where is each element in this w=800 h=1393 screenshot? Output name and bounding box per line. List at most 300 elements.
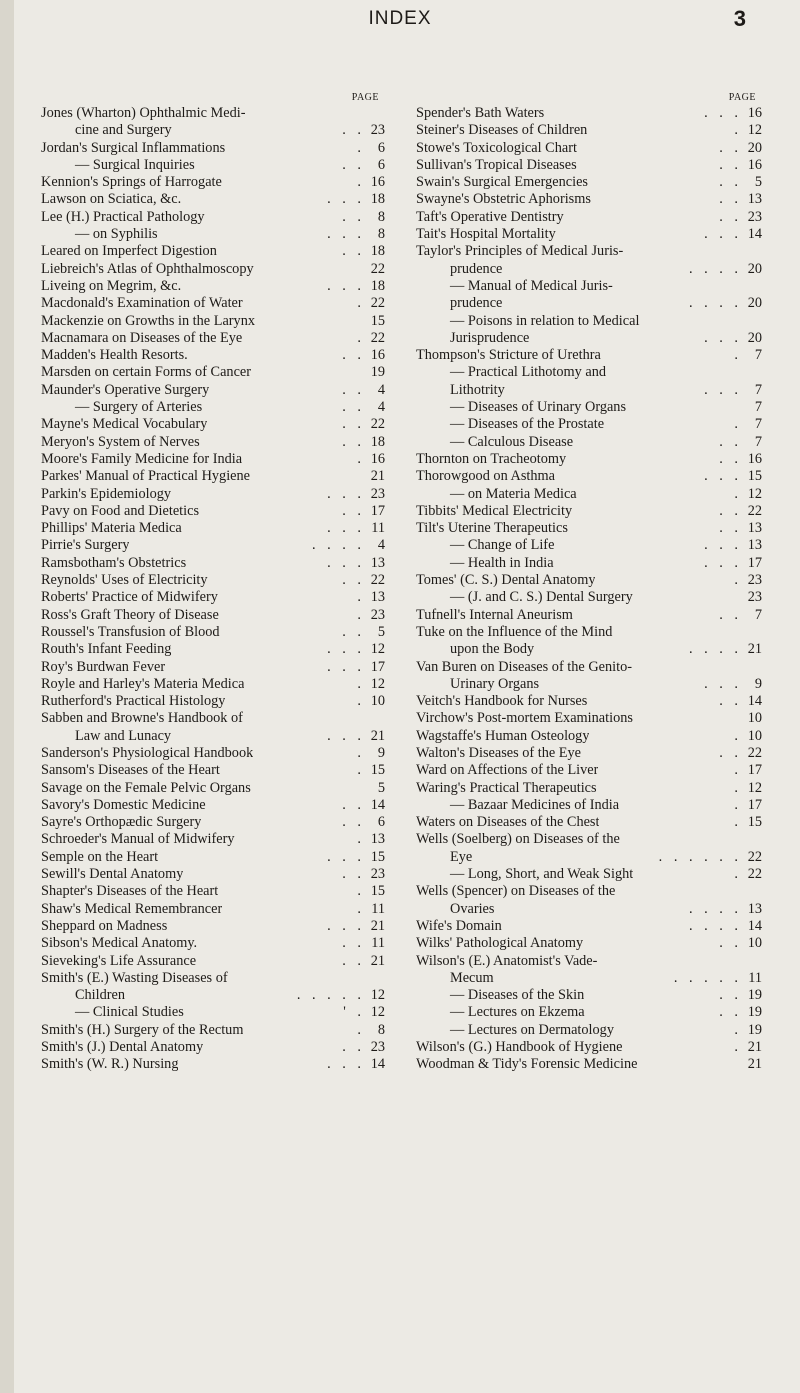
index-entry xyxy=(416,157,762,174)
dot-leader: . . xyxy=(342,243,365,260)
index-entry xyxy=(41,659,385,676)
page-title: INDEX xyxy=(368,8,432,29)
index-entry-page-number: 15 xyxy=(370,883,385,900)
index-entry-title: Reynolds' Uses of Electricity xyxy=(41,572,208,589)
dot-leader: . . xyxy=(719,693,742,710)
dot-leader: . xyxy=(357,329,365,346)
index-entry-page-number: 22 xyxy=(370,260,385,277)
index-entry-page-number: 21 xyxy=(370,727,385,744)
index-entry-title: — Change of Life xyxy=(450,537,555,554)
index-entry xyxy=(41,918,385,935)
index-entry-page-number: 13 xyxy=(747,191,762,208)
index-entry-page-number: 19 xyxy=(747,1021,762,1038)
index-entry-title: Schroeder's Manual of Midwifery xyxy=(41,831,235,848)
index-entry-page-number: 17 xyxy=(370,658,385,675)
index-entry-title: Sanderson's Physiological Handbook xyxy=(41,744,254,761)
index-entry-title: Wells (Soelberg) on Diseases of the xyxy=(416,831,620,848)
index-entry xyxy=(41,762,385,779)
index-entry xyxy=(416,295,762,312)
index-entry xyxy=(416,451,762,468)
index-entry-title: — Clinical Studies xyxy=(75,1004,184,1021)
index-entry xyxy=(416,918,762,935)
index-entry xyxy=(416,710,762,727)
index-entry-title: upon the Body xyxy=(450,641,535,658)
index-entry-title: Taylor's Principles of Medical Juris- xyxy=(416,243,624,260)
dot-leader: . xyxy=(357,450,365,467)
dot-leader: . xyxy=(357,139,365,156)
index-entry xyxy=(416,814,762,831)
index-entry-title: Thorowgood on Asthma xyxy=(416,468,555,485)
dot-leader: . . xyxy=(719,450,742,467)
index-entry xyxy=(41,122,385,139)
index-entry-page-number: 15 xyxy=(747,468,762,485)
index-entry-page-number: 16 xyxy=(747,105,762,121)
index-entry-page-number: 16 xyxy=(370,174,385,191)
index-entry xyxy=(41,728,385,745)
index-entry xyxy=(416,935,762,952)
dot-leader: . . xyxy=(342,623,365,640)
index-entry-page-number: 9 xyxy=(377,744,385,761)
index-entry-title: Wife's Domain xyxy=(416,917,502,934)
index-entry-page-number: 6 xyxy=(377,156,385,173)
dot-leader: . xyxy=(357,606,365,623)
index-entry-title: Wilks' Pathological Anatomy xyxy=(416,935,584,952)
index-entry-page-number: 5 xyxy=(377,779,385,796)
index-entry-page-number: 14 xyxy=(370,796,385,813)
index-entry xyxy=(416,105,762,122)
index-entry xyxy=(41,486,385,503)
index-entry xyxy=(416,191,762,208)
index-entry xyxy=(416,693,762,710)
dot-leader: . xyxy=(357,1021,365,1038)
dot-leader: . xyxy=(734,1039,742,1056)
index-entry-page-number: 19 xyxy=(747,1004,762,1021)
index-entry-page-number: 15 xyxy=(370,312,385,329)
index-entries-left xyxy=(41,105,385,1074)
index-entry-title: Swayne's Obstetric Aphorisms xyxy=(416,191,591,208)
index-entry-page-number: 16 xyxy=(370,450,385,467)
index-entry-page-number: 23 xyxy=(747,572,762,589)
index-entry-page-number: 21 xyxy=(747,1056,762,1073)
dot-leader: . . . xyxy=(327,658,365,675)
index-entry xyxy=(416,486,762,503)
index-entry-page-number: 20 xyxy=(747,295,762,312)
index-entry-title: — on Materia Medica xyxy=(450,485,577,502)
index-entry-title: Ross's Graft Theory of Disease xyxy=(41,606,219,623)
index-entry xyxy=(41,1004,385,1021)
index-entry-title: Steiner's Diseases of Children xyxy=(416,122,588,139)
index-entry-title: Moore's Family Medicine for India xyxy=(41,450,243,467)
index-entry-page-number: 21 xyxy=(370,952,385,969)
index-entry-title: Tuke on the Influence of the Mind xyxy=(416,623,613,640)
index-entry-page-number: 18 xyxy=(370,243,385,260)
index-entry xyxy=(416,745,762,762)
index-entry-title: — Diseases of the Skin xyxy=(450,987,585,1004)
index-entry xyxy=(416,226,762,243)
index-entry-title: Sheppard on Madness xyxy=(41,917,168,934)
index-entry xyxy=(416,624,762,641)
index-column-left xyxy=(41,92,385,1074)
page-edge-shadow xyxy=(0,0,14,1393)
index-entry-page-number: 17 xyxy=(747,796,762,813)
index-entry-title: Smith's (W. R.) Nursing xyxy=(41,1056,179,1073)
dot-leader: . . xyxy=(719,208,742,225)
index-entry xyxy=(416,866,762,883)
dot-leader: . . xyxy=(342,502,365,519)
index-entry-title: Liveing on Megrim, &c. xyxy=(41,277,182,294)
dot-leader: . . xyxy=(342,416,365,433)
dot-leader: . . . xyxy=(327,520,365,537)
index-entry xyxy=(416,883,762,900)
index-entry-page-number: 22 xyxy=(370,416,385,433)
index-entry-title: Sullivan's Tropical Diseases xyxy=(416,156,577,173)
dot-leader: . . xyxy=(342,814,365,831)
dot-leader: . . . . xyxy=(688,900,742,917)
index-entry xyxy=(416,1056,762,1073)
index-entry xyxy=(41,953,385,970)
index-entry-title: Virchow's Post-mortem Examinations xyxy=(416,710,633,727)
dot-leader: . . . xyxy=(327,191,365,208)
index-entry-page-number: 9 xyxy=(754,675,762,692)
index-entry-title: Wells (Spencer) on Diseases of the xyxy=(416,883,616,900)
index-entry-page-number: 4 xyxy=(377,381,385,398)
dot-leader: . . . xyxy=(327,641,365,658)
index-entry-title: Tait's Hospital Mortality xyxy=(416,226,556,243)
dot-leader: . . . xyxy=(704,537,742,554)
index-entry-page-number: 10 xyxy=(747,727,762,744)
index-entry xyxy=(416,537,762,554)
dot-leader: . xyxy=(357,693,365,710)
index-entry xyxy=(416,831,762,848)
index-entry xyxy=(416,330,762,347)
index-entry xyxy=(41,693,385,710)
index-entry xyxy=(41,174,385,191)
index-entry xyxy=(416,399,762,416)
dot-leader: ' . xyxy=(343,1004,365,1021)
index-entry-title: Urinary Organs xyxy=(450,675,540,692)
index-entry xyxy=(41,589,385,606)
index-entry-title: Swain's Surgical Emergencies xyxy=(416,174,588,191)
index-entry-page-number: 23 xyxy=(747,208,762,225)
dot-leader: . . . xyxy=(327,917,365,934)
dot-leader: . xyxy=(357,831,365,848)
index-entry-title: Wilson's (E.) Anatomist's Vade- xyxy=(416,952,598,969)
dot-leader: . . . xyxy=(704,226,742,243)
index-entry-title: Roy's Burdwan Fever xyxy=(41,658,166,675)
index-entry-title: Sibson's Medical Anatomy. xyxy=(41,935,198,952)
index-entry-page-number: 23 xyxy=(370,1039,385,1056)
index-entry-title: Thornton on Tracheotomy xyxy=(416,450,567,467)
index-entry-title: Stowe's Toxicological Chart xyxy=(416,139,577,156)
dot-leader: . xyxy=(734,347,742,364)
index-entry-page-number: 22 xyxy=(747,866,762,883)
index-entry xyxy=(416,589,762,606)
index-entry-title: Taft's Operative Dentistry xyxy=(416,208,564,225)
index-entry-title: Ovaries xyxy=(450,900,495,917)
index-entry-page-number: 8 xyxy=(377,208,385,225)
index-entry-page-number: 11 xyxy=(371,935,385,952)
index-entry xyxy=(41,191,385,208)
dot-leader: . . xyxy=(342,381,365,398)
index-entry-page-number: 20 xyxy=(747,329,762,346)
index-entry-title: Routh's Infant Feeding xyxy=(41,641,172,658)
index-entry xyxy=(41,866,385,883)
dot-leader: . . xyxy=(342,156,365,173)
index-entry-title: prudence xyxy=(450,295,503,312)
dot-leader: . . xyxy=(719,987,742,1004)
index-entry-page-number: 10 xyxy=(747,710,762,727)
dot-leader: . . xyxy=(342,952,365,969)
dot-leader: . xyxy=(734,796,742,813)
index-entry xyxy=(41,883,385,900)
page-header xyxy=(40,8,760,38)
dot-leader: . . . xyxy=(704,105,742,121)
index-entry-title: Shaw's Medical Remembrancer xyxy=(41,900,223,917)
index-entry-page-number: 17 xyxy=(747,554,762,571)
dot-leader: . xyxy=(357,295,365,312)
dot-leader: . . . xyxy=(327,485,365,502)
index-entry-page-number: 7 xyxy=(754,399,762,416)
index-entry xyxy=(416,797,762,814)
index-entry xyxy=(416,278,762,295)
index-entry-title: Ward on Affections of the Liver xyxy=(416,762,599,779)
index-entry xyxy=(416,122,762,139)
dot-leader: . . xyxy=(719,433,742,450)
index-entry-page-number: 6 xyxy=(377,139,385,156)
dot-leader: . . xyxy=(719,744,742,761)
index-entry-page-number: 17 xyxy=(370,502,385,519)
index-entry-page-number: 20 xyxy=(747,139,762,156)
index-entry xyxy=(41,901,385,918)
dot-leader: . . xyxy=(719,520,742,537)
index-entry-title: Roussel's Transfusion of Blood xyxy=(41,623,220,640)
index-entry-title: Tilt's Uterine Therapeutics xyxy=(416,520,568,537)
index-entry-title: Woodman & Tidy's Forensic Medicine xyxy=(416,1056,638,1073)
index-entry xyxy=(416,434,762,451)
index-entry xyxy=(41,710,385,727)
index-entry-page-number: 7 xyxy=(754,606,762,623)
index-entry-page-number: 14 xyxy=(747,226,762,243)
index-entry xyxy=(416,780,762,797)
dot-leader: . . xyxy=(342,866,365,883)
index-entry-page-number: 16 xyxy=(747,450,762,467)
index-entry-page-number: 14 xyxy=(370,1056,385,1073)
dot-leader: . . xyxy=(719,935,742,952)
dot-leader: . . xyxy=(342,399,365,416)
dot-leader: . xyxy=(734,762,742,779)
index-entry xyxy=(416,659,762,676)
index-entry-title: Pirrie's Surgery xyxy=(41,537,130,554)
index-entry-title: Sewill's Dental Anatomy xyxy=(41,866,184,883)
dot-leader: . . . . xyxy=(688,641,742,658)
index-entry xyxy=(41,226,385,243)
page-number: 3 xyxy=(733,6,746,31)
dot-leader: . . xyxy=(342,572,365,589)
index-entry-page-number: 23 xyxy=(747,589,762,606)
index-entry-title: Smith's (H.) Surgery of the Rectum xyxy=(41,1021,244,1038)
index-entry-page-number: 4 xyxy=(377,399,385,416)
index-entry-title: Waring's Practical Therapeutics xyxy=(416,779,597,796)
index-entry xyxy=(41,745,385,762)
index-entry-title: Eye xyxy=(450,848,473,865)
index-entry xyxy=(416,347,762,364)
index-entry-page-number: 21 xyxy=(747,1039,762,1056)
dot-leader: . . xyxy=(719,502,742,519)
index-entry xyxy=(41,157,385,174)
index-entry-title: — Surgery of Arteries xyxy=(75,399,203,416)
index-entry-page-number: 14 xyxy=(747,693,762,710)
index-entry-page-number: 11 xyxy=(371,900,385,917)
index-entry-title: Wilson's (G.) Handbook of Hygiene xyxy=(416,1039,623,1056)
index-entry xyxy=(41,970,385,987)
index-entry-page-number: 8 xyxy=(377,1021,385,1038)
index-entry-page-number: 7 xyxy=(754,381,762,398)
index-entry-title: Savory's Domestic Medicine xyxy=(41,796,206,813)
index-entry-page-number: 10 xyxy=(370,693,385,710)
dot-leader: . . xyxy=(342,122,365,139)
index-entry-title: Semple on the Heart xyxy=(41,848,159,865)
index-entry xyxy=(416,503,762,520)
index-entry xyxy=(41,313,385,330)
index-entry xyxy=(41,780,385,797)
index-entry xyxy=(41,555,385,572)
index-entry-title: — on Syphilis xyxy=(75,226,158,243)
index-entry-page-number: 13 xyxy=(747,537,762,554)
index-entry-page-number: 15 xyxy=(747,814,762,831)
dot-leader: . xyxy=(734,1021,742,1038)
index-entry xyxy=(416,849,762,866)
index-entry xyxy=(416,901,762,918)
dot-leader: . xyxy=(734,814,742,831)
index-entry-title: — Practical Lithotomy and xyxy=(450,364,607,381)
index-entry xyxy=(416,209,762,226)
index-entry-title: Rutherford's Practical Histology xyxy=(41,693,226,710)
dot-leader: . . xyxy=(719,191,742,208)
index-entry-title: Children xyxy=(75,987,126,1004)
index-entry xyxy=(416,555,762,572)
index-entry-title: Tufnell's Internal Aneurism xyxy=(416,606,573,623)
index-entry xyxy=(41,607,385,624)
index-entry xyxy=(416,1039,762,1056)
index-entry-page-number: 20 xyxy=(747,260,762,277)
index-entry-title: Jurisprudence xyxy=(450,329,530,346)
dot-leader: . . . xyxy=(327,554,365,571)
dot-leader: . . xyxy=(719,174,742,191)
index-entry-page-number: 5 xyxy=(754,174,762,191)
index-entry xyxy=(41,434,385,451)
index-entry-page-number: 13 xyxy=(370,589,385,606)
dot-leader: . xyxy=(734,122,742,139)
index-entry xyxy=(41,1056,385,1073)
dot-leader: . . . . xyxy=(688,917,742,934)
index-entry-title: Leared on Imperfect Digestion xyxy=(41,243,217,260)
index-entry-page-number: 15 xyxy=(370,848,385,865)
index-entry xyxy=(41,382,385,399)
index-entry-page-number: 15 xyxy=(370,762,385,779)
index-entry xyxy=(416,313,762,330)
index-entry-page-number: 16 xyxy=(370,347,385,364)
index-entry-title: prudence xyxy=(450,260,503,277)
dot-leader: . . . xyxy=(327,848,365,865)
page-column-label: PAGE xyxy=(728,92,756,103)
dot-leader: . . . . . xyxy=(296,987,365,1004)
index-entry-page-number: 12 xyxy=(370,987,385,1004)
index-entry-title: Spender's Bath Waters xyxy=(416,105,545,121)
index-entry-page-number: 12 xyxy=(747,122,762,139)
index-entry xyxy=(416,953,762,970)
index-entry-title: Mayne's Medical Vocabulary xyxy=(41,416,208,433)
index-entry-title: Roberts' Practice of Midwifery xyxy=(41,589,218,606)
index-entry xyxy=(41,364,385,381)
index-entry-page-number: 12 xyxy=(747,485,762,502)
index-entry-page-number: 17 xyxy=(747,762,762,779)
index-column-right xyxy=(416,92,762,1074)
index-entry-page-number: 16 xyxy=(747,156,762,173)
index-entry-page-number: 12 xyxy=(370,675,385,692)
index-entry-title: Mackenzie on Growths in the Larynx xyxy=(41,312,255,329)
index-entry-page-number: 22 xyxy=(747,848,762,865)
index-entry xyxy=(416,762,762,779)
index-entry xyxy=(41,1039,385,1056)
index-entry-page-number: 23 xyxy=(370,606,385,623)
index-entry-title: — Lectures on Ekzema xyxy=(450,1004,585,1021)
index-entry-title: Smith's (J.) Dental Anatomy xyxy=(41,1039,204,1056)
dot-leader: . xyxy=(357,589,365,606)
index-entry xyxy=(416,572,762,589)
index-entry-title: cine and Surgery xyxy=(75,122,172,139)
index-entry-title: Parkes' Manual of Practical Hygiene xyxy=(41,468,251,485)
dot-leader: . xyxy=(357,762,365,779)
index-entry-page-number: 23 xyxy=(370,485,385,502)
dot-leader: . . . xyxy=(327,277,365,294)
dot-leader: . . xyxy=(342,347,365,364)
index-entry-title: Shapter's Diseases of the Heart xyxy=(41,883,219,900)
dot-leader: . xyxy=(734,727,742,744)
index-entry xyxy=(41,140,385,157)
dot-leader: . . . xyxy=(704,381,742,398)
index-entry-page-number: 23 xyxy=(370,866,385,883)
index-entry-page-number: 22 xyxy=(370,572,385,589)
index-entry-page-number: 5 xyxy=(377,623,385,640)
index-entry-title: Sieveking's Life Assurance xyxy=(41,952,197,969)
index-entry-title: Veitch's Handbook for Nurses xyxy=(416,693,588,710)
index-entry-title: Royle and Harley's Materia Medica xyxy=(41,675,245,692)
index-entry-title: — Calculous Disease xyxy=(450,433,574,450)
index-entry-title: Wagstaffe's Human Osteology xyxy=(416,727,590,744)
index-entry-title: Lawson on Sciatica, &c. xyxy=(41,191,182,208)
index-entry-title: Lithotrity xyxy=(450,381,505,398)
index-entry-page-number: 12 xyxy=(370,641,385,658)
index-entry-title: Kennion's Springs of Harrogate xyxy=(41,174,222,191)
index-entry-page-number: 13 xyxy=(747,900,762,917)
dot-leader: . . xyxy=(719,1004,742,1021)
index-entry xyxy=(416,970,762,987)
page-column-label: PAGE xyxy=(351,92,379,103)
index-entry-title: Parkin's Epidemiology xyxy=(41,485,172,502)
index-entry xyxy=(41,814,385,831)
dot-leader: . . xyxy=(342,796,365,813)
index-entry-page-number: 11 xyxy=(371,520,385,537)
dot-leader: . xyxy=(734,779,742,796)
index-entry xyxy=(41,278,385,295)
index-entry-title: — Manual of Medical Juris- xyxy=(450,277,613,294)
index-entry-page-number: 19 xyxy=(747,987,762,1004)
index-entry-page-number: 8 xyxy=(377,226,385,243)
index-entry xyxy=(41,261,385,278)
index-entry xyxy=(416,468,762,485)
dot-leader: . . . . xyxy=(688,260,742,277)
index-entry-page-number: 21 xyxy=(370,917,385,934)
